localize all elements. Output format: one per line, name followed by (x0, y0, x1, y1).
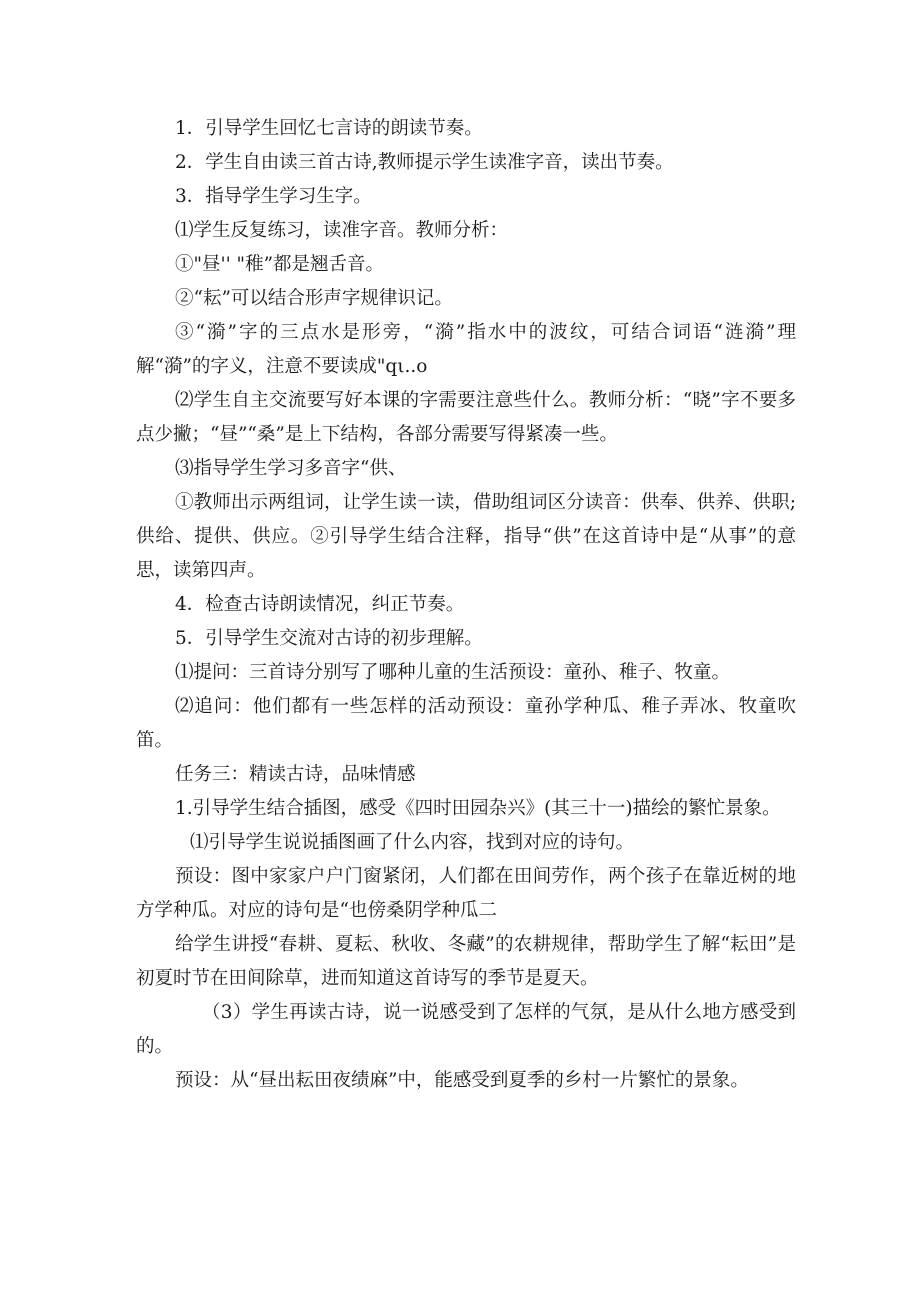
paragraph: ⑴提问：三首诗分别写了哪种儿童的生活预设：童孙、稚子、牧童。 (175, 662, 731, 683)
paragraph: 1.引导学生结合插图，感受《四时田园杂兴》(其三十一)描绘的繁忙景象。 (175, 798, 781, 819)
paragraph: 给学生讲授“春耕、夏耘、秋收、冬藏”的农耕规律，帮助学生了解“耘田”是初夏时节在田间除草，进而知道这首诗写的季节是夏天。 (136, 934, 796, 989)
paragraph: ⑶指导学生学习多音字“供、 (175, 458, 407, 479)
paragraph: ⑵学生自主交流要写好本课的字需要注意些什么。教师分析：“晓”字不要多点少撇；“昼”“桑”是上下结构，各部分需要写得紧凑一些。 (136, 390, 796, 445)
paragraph: 1．引导学生回忆七言诗的朗读节奏。 (175, 118, 483, 139)
paragraph: ③“漪”字的三点水是形旁，“漪”指水中的波纹，可结合词语“涟漪”理解“漪”的字义，注意不要读成"qι..o (136, 322, 796, 377)
paragraph: ⑵追问：他们都有一些怎样的活动预设：童孙学种瓜、稚子弄冰、牧童吹笛。 (136, 696, 796, 751)
paragraph: 2．学生自由读三首古诗,教师提示学生读准字音，读出节奏。 (175, 152, 674, 173)
paragraph: ⑴引导学生说说插图画了什么内容，找到对应的诗句。 (190, 832, 635, 853)
section-heading: 任务三：精读古诗，品味情感 (175, 764, 416, 785)
paragraph: ①教师出示两组词，让学生读一读，借助组词区分读音：供奉、供养、供职;供给、提供、供应。②引导学生结合注释，指导“供”在这首诗中是“从事”的意思，读第四声。 (136, 492, 796, 581)
paragraph: 预设：图中家家户户门窗紧闭，人们都在田间劳作，两个孩子在靠近树的地方学种瓜。对应的诗句是“也傍桑阴学种瓜二 (136, 866, 796, 921)
paragraph: 5．引导学生交流对古诗的初步理解。 (175, 628, 483, 649)
paragraph: 3．指导学生学习生字。 (175, 186, 372, 207)
paragraph: ①"昼'' "稚”都是翘舌音。 (175, 254, 385, 275)
paragraph: 预设：从“昼出耘田夜绩麻”中，能感受到夏季的乡村一片繁忙的景象。 (175, 1070, 749, 1091)
paragraph: （3）学生再读古诗，说一说感受到了怎样的气氛，是从什么地方感受到的。 (136, 1002, 796, 1057)
paragraph: 4．检查古诗朗读情况，纠正节奏。 (175, 594, 465, 615)
document-body (136, 112, 796, 1098)
paragraph: ⑴学生反复练习，读准字音。教师分析： (175, 220, 509, 241)
paragraph: ②“耘”可以结合形声字规律识记。 (175, 288, 453, 309)
